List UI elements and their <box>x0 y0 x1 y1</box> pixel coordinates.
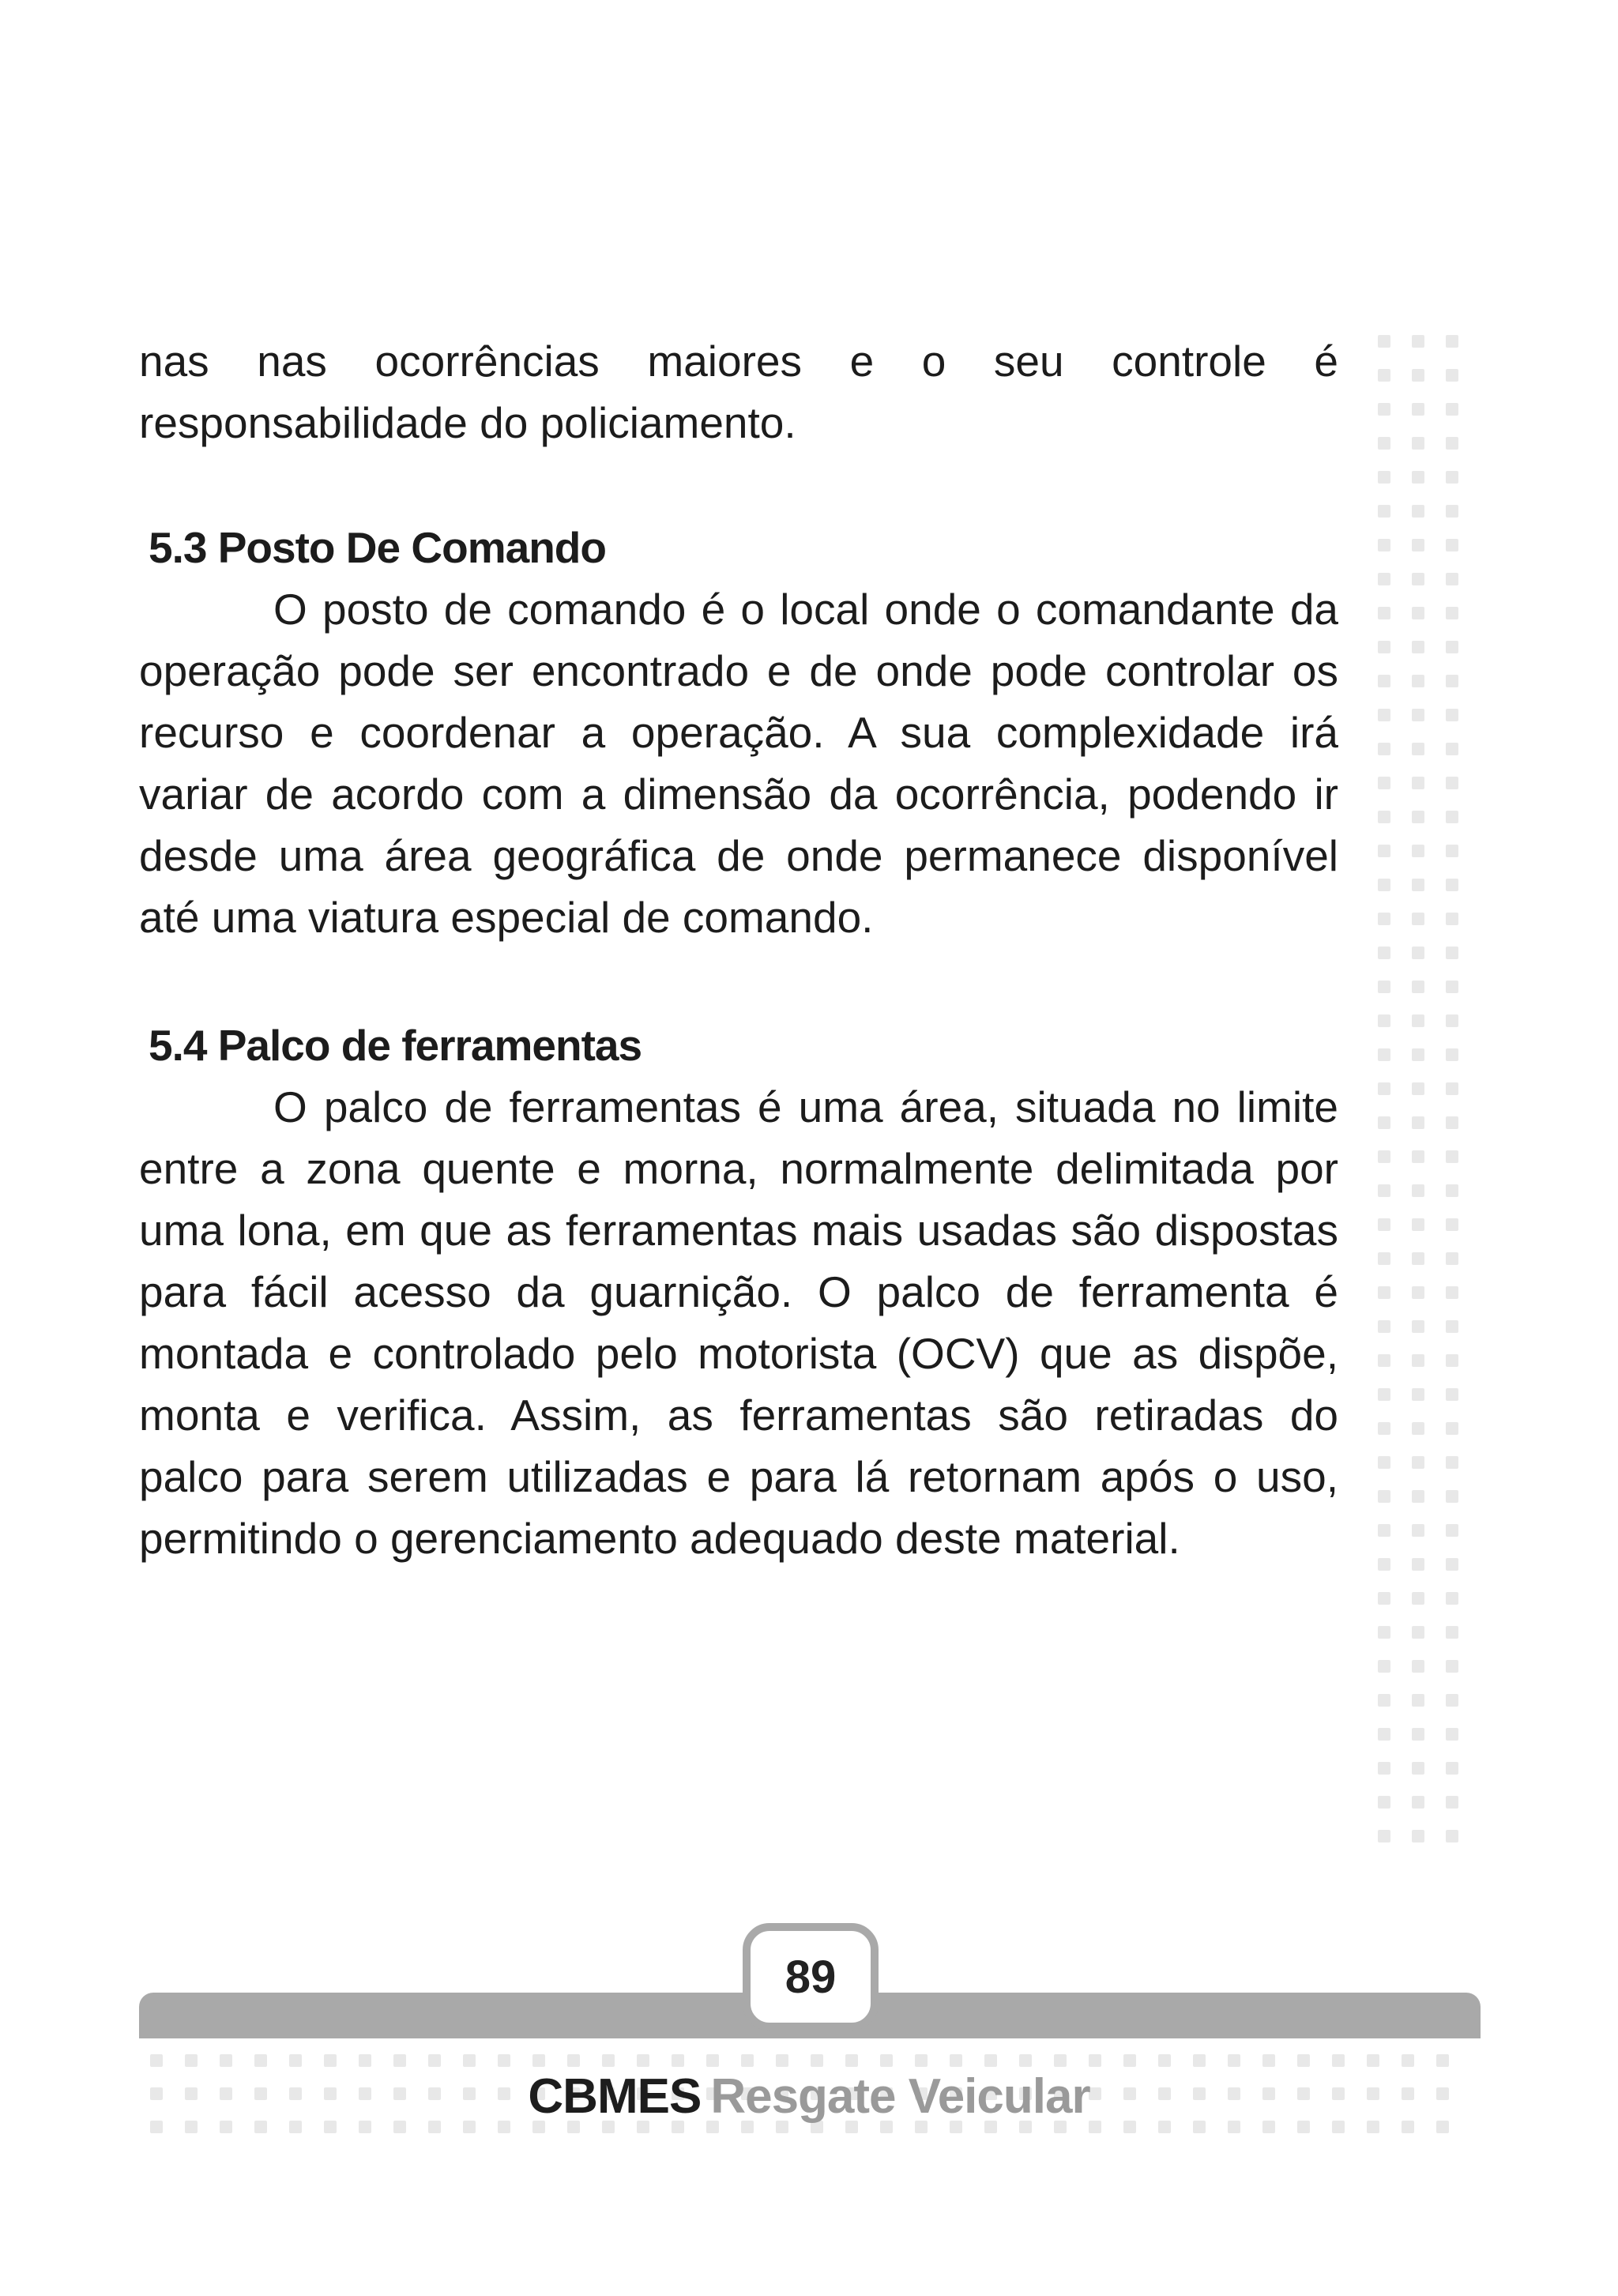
decoration-square <box>498 2054 510 2067</box>
decoration-square <box>1446 1524 1458 1537</box>
decoration-square <box>1412 335 1424 348</box>
decoration-square <box>1446 777 1458 789</box>
decoration-square <box>1378 1082 1390 1095</box>
decoration-square <box>1378 1150 1390 1163</box>
decoration-square <box>1412 1694 1424 1707</box>
decoration-square <box>1378 1286 1390 1299</box>
decoration-square <box>1402 2054 1414 2067</box>
decoration-square <box>811 2054 823 2067</box>
decoration-square <box>1378 1048 1390 1061</box>
decoration-square <box>1412 539 1424 551</box>
decoration-square <box>1378 369 1390 382</box>
decoration-square <box>1378 1320 1390 1333</box>
decoration-square <box>1446 1626 1458 1639</box>
decoration-square <box>1446 471 1458 484</box>
decoration-square <box>1446 573 1458 585</box>
decoration-square <box>1378 1218 1390 1231</box>
decoration-square <box>1446 1830 1458 1842</box>
decoration-square <box>1446 947 1458 959</box>
decoration-square <box>1378 1558 1390 1571</box>
decoration-square <box>1412 1014 1424 1027</box>
decoration-square <box>672 2054 684 2067</box>
decoration-square <box>1412 403 1424 416</box>
decoration-square <box>1412 1116 1424 1129</box>
decoration-square <box>1412 1320 1424 1333</box>
decoration-square <box>1378 1796 1390 1809</box>
decoration-square <box>359 2054 371 2067</box>
decoration-square <box>1378 1252 1390 1265</box>
decoration-square <box>1378 1660 1390 1673</box>
decoration-square <box>1378 641 1390 653</box>
decoration-square <box>1412 1422 1424 1435</box>
decoration-square <box>1378 1490 1390 1503</box>
decoration-square <box>706 2054 719 2067</box>
decoration-square <box>428 2054 441 2067</box>
decoration-square <box>1054 2054 1067 2067</box>
decoration-square <box>1412 1558 1424 1571</box>
decoration-square <box>1228 2054 1240 2067</box>
section-5-3-paragraph: O posto de comando é o local onde o comandante da operação pode ser encontrado e de onde pode controlar os recurso e coordenar a operação. A sua complexidade irá variar de acordo com a dimensão da ocorrência, podendo ir desde uma área geográfica de onde permanece disponível até uma viatura especial de comando. <box>139 585 1338 942</box>
decoration-square <box>1412 607 1424 619</box>
decoration-square <box>1412 471 1424 484</box>
decoration-square <box>1378 709 1390 721</box>
decoration-square <box>1446 1116 1458 1129</box>
decoration-square <box>1412 1286 1424 1299</box>
decoration-square <box>1412 709 1424 721</box>
decoration-square <box>1412 1592 1424 1605</box>
decoration-square <box>776 2054 788 2067</box>
decoration-square <box>1378 981 1390 993</box>
decoration-square <box>1412 1456 1424 1469</box>
decoration-square <box>1367 2054 1379 2067</box>
decoration-square <box>1446 845 1458 857</box>
decoration-square <box>220 2054 232 2067</box>
decoration-square <box>1412 573 1424 585</box>
decoration-square <box>1378 1422 1390 1435</box>
decoration-square <box>602 2054 615 2067</box>
decoration-square <box>1378 777 1390 789</box>
decoration-square <box>1446 1252 1458 1265</box>
decoration-square <box>1446 1150 1458 1163</box>
page-content <box>139 330 1338 1569</box>
decoration-square <box>1446 369 1458 382</box>
footer-title <box>0 2068 1618 2125</box>
decoration-square <box>1412 1388 1424 1401</box>
decoration-square <box>950 2054 962 2067</box>
decoration-square <box>567 2054 580 2067</box>
decoration-square <box>1446 1014 1458 1027</box>
decoration-square <box>1378 811 1390 823</box>
decoration-square <box>915 2054 928 2067</box>
decoration-square <box>1446 1456 1458 1469</box>
decoration-square <box>1412 743 1424 755</box>
decoration-square <box>1446 1558 1458 1571</box>
section-5-4-paragraph: O palco de ferramentas é uma área, situada no limite entre a zona quente e morna, normalmente delimitada por uma lona, em que as ferramentas mais usadas são dispostas para fácil acesso da guarnição. O palco de ferramenta é montada e controlado pelo motorista (OCV) que as dispõe, monta e verifica. Assim, as ferramentas são retiradas do palco para serem utilizadas e para lá retornam após o uso, permitindo o gerenciamento adequado deste material. <box>139 1082 1338 1563</box>
decoration-square <box>1378 1524 1390 1537</box>
decoration-square <box>1446 1354 1458 1367</box>
decoration-square <box>1378 607 1390 619</box>
decoration-square <box>1446 1694 1458 1707</box>
decoration-square <box>1412 845 1424 857</box>
decoration-square <box>1378 1184 1390 1197</box>
decoration-square <box>1446 1218 1458 1231</box>
decoration-square <box>463 2054 476 2067</box>
decoration-square <box>1446 1048 1458 1061</box>
decoration-square <box>1378 1014 1390 1027</box>
decoration-square <box>1412 675 1424 687</box>
decoration-square <box>1412 1082 1424 1095</box>
decoration-square <box>1412 1252 1424 1265</box>
decoration-square <box>1446 1388 1458 1401</box>
decoration-square <box>1019 2054 1032 2067</box>
decoration-square <box>1446 1286 1458 1299</box>
decoration-square <box>1378 1388 1390 1401</box>
decoration-square <box>1378 845 1390 857</box>
decoration-square <box>1412 437 1424 450</box>
decoration-square <box>1446 981 1458 993</box>
decoration-square <box>289 2054 302 2067</box>
decoration-square <box>845 2054 858 2067</box>
decoration-square <box>1089 2054 1101 2067</box>
decoration-square <box>1446 1082 1458 1095</box>
decoration-square <box>1446 1490 1458 1503</box>
page-number: 89 <box>743 1923 879 2031</box>
decoration-square <box>1412 947 1424 959</box>
decoration-square <box>1378 437 1390 450</box>
decoration-square <box>1446 675 1458 687</box>
decoration-square <box>1412 1218 1424 1231</box>
decoration-square <box>1332 2054 1345 2067</box>
decoration-square <box>984 2054 997 2067</box>
decoration-square <box>1412 1762 1424 1775</box>
decoration-square <box>1378 403 1390 416</box>
decoration-square <box>1378 505 1390 518</box>
decoration-square <box>1446 1320 1458 1333</box>
decoration-square <box>1412 369 1424 382</box>
side-decoration-grid <box>1378 335 1458 1842</box>
decoration-square <box>1446 539 1458 551</box>
decoration-square <box>1446 811 1458 823</box>
decoration-square <box>1378 573 1390 585</box>
decoration-square <box>150 2054 163 2067</box>
decoration-square <box>1123 2054 1136 2067</box>
decoration-square <box>1412 505 1424 518</box>
decoration-square <box>1412 1184 1424 1197</box>
decoration-square <box>1446 1422 1458 1435</box>
decoration-square <box>1446 709 1458 721</box>
decoration-square <box>1412 641 1424 653</box>
decoration-square <box>1446 913 1458 925</box>
decoration-square <box>254 2054 267 2067</box>
decoration-square <box>1378 1694 1390 1707</box>
decoration-square <box>637 2054 649 2067</box>
decoration-square <box>1412 913 1424 925</box>
decoration-square <box>880 2054 893 2067</box>
decoration-square <box>1412 811 1424 823</box>
decoration-square <box>1412 777 1424 789</box>
decoration-square <box>185 2054 198 2067</box>
decoration-square <box>1378 539 1390 551</box>
decoration-square <box>1412 1660 1424 1673</box>
decoration-square <box>1378 335 1390 348</box>
decoration-square <box>1412 1626 1424 1639</box>
decoration-square <box>1412 1728 1424 1741</box>
decoration-square <box>1412 981 1424 993</box>
section-heading-5-3: 5.3 Posto De Comando <box>149 523 606 572</box>
decoration-square <box>1378 675 1390 687</box>
decoration-square <box>1446 505 1458 518</box>
decoration-square <box>1446 1660 1458 1673</box>
decoration-square <box>1378 1456 1390 1469</box>
decoration-square <box>1378 1626 1390 1639</box>
decoration-square <box>1446 1762 1458 1775</box>
decoration-square <box>1378 1830 1390 1842</box>
decoration-square <box>1412 1830 1424 1842</box>
decoration-square <box>1378 947 1390 959</box>
decoration-square <box>1446 743 1458 755</box>
decoration-square <box>1446 879 1458 891</box>
decoration-square <box>1446 1184 1458 1197</box>
decoration-square <box>1412 879 1424 891</box>
decoration-square <box>1378 1728 1390 1741</box>
decoration-square <box>1446 1728 1458 1741</box>
decoration-square <box>1378 913 1390 925</box>
decoration-square <box>1412 1150 1424 1163</box>
decoration-square <box>1262 2054 1275 2067</box>
decoration-square <box>1446 403 1458 416</box>
decoration-square <box>532 2054 545 2067</box>
decoration-square <box>1412 1354 1424 1367</box>
decoration-square <box>1378 1592 1390 1605</box>
decoration-square <box>324 2054 337 2067</box>
decoration-square <box>1446 335 1458 348</box>
decoration-square <box>1446 607 1458 619</box>
decoration-square <box>1446 1796 1458 1809</box>
footer-brand: CBMES <box>528 2069 702 2124</box>
footer-subtitle: Resgate Veicular <box>710 2069 1090 2124</box>
decoration-square <box>1412 1796 1424 1809</box>
decoration-square <box>1193 2054 1206 2067</box>
decoration-square <box>1446 1592 1458 1605</box>
decoration-square <box>741 2054 754 2067</box>
decoration-square <box>1412 1490 1424 1503</box>
decoration-square <box>1378 1354 1390 1367</box>
decoration-square <box>1158 2054 1171 2067</box>
decoration-square <box>1412 1524 1424 1537</box>
decoration-square <box>1378 743 1390 755</box>
intro-paragraph: nas nas ocorrências maiores e o seu controle é responsabilidade do policiamento. <box>139 337 1338 447</box>
decoration-square <box>1446 437 1458 450</box>
decoration-square <box>1378 879 1390 891</box>
decoration-square <box>393 2054 406 2067</box>
decoration-square <box>1436 2054 1449 2067</box>
section-heading-5-4: 5.4 Palco de ferramentas <box>149 1021 642 1070</box>
decoration-square <box>1446 641 1458 653</box>
decoration-square <box>1297 2054 1310 2067</box>
decoration-square <box>1412 1048 1424 1061</box>
decoration-square <box>1378 471 1390 484</box>
decoration-square <box>1378 1116 1390 1129</box>
decoration-square <box>1378 1762 1390 1775</box>
